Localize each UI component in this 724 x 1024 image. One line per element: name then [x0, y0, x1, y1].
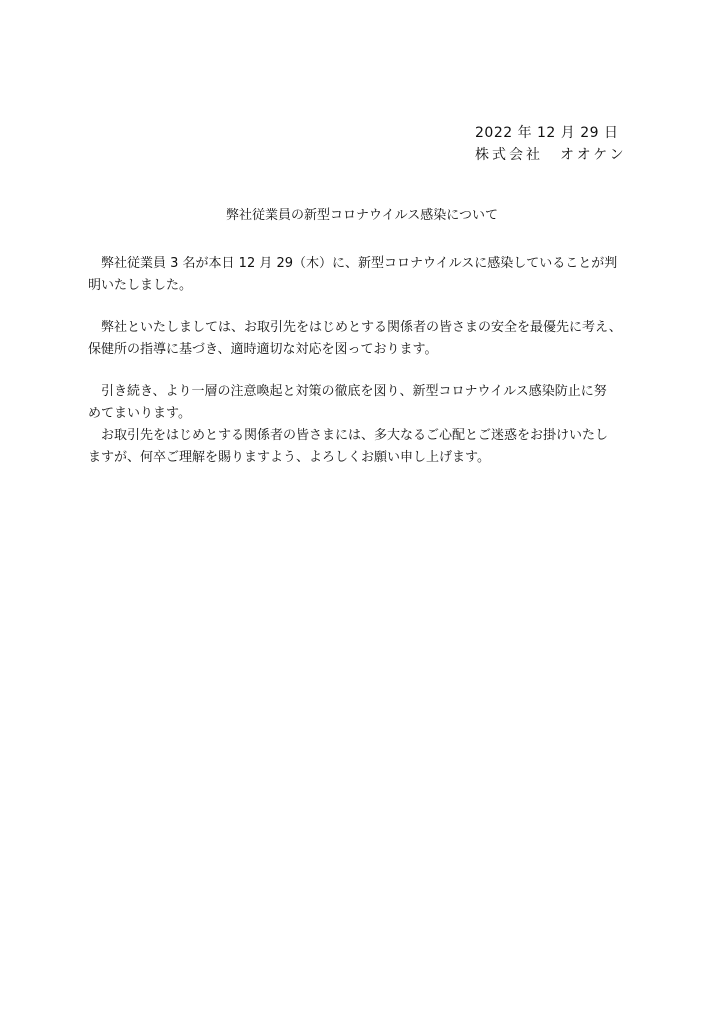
paragraph-gap [88, 361, 648, 381]
company-name: 株式会社 オオケン [475, 147, 627, 163]
paragraph-2-line-2: 保健所の指導に基づき、適時適切な対応を図っております。 [88, 342, 438, 357]
paragraph-3-line-1: 引き続き、より一層の注意喚起と対策の徹底を図り、新型コロナウイルス感染防止に努 [88, 384, 607, 399]
paragraph-3-line-2: めてまいります。 [88, 406, 191, 421]
paragraph-1-line-2: 明いたしました。 [88, 278, 193, 293]
paragraph-4-line-1: お取引先をはじめとする関係者の皆さまには、多大なるご心配とご迷惑をお掛けいたし [88, 428, 609, 443]
paragraph-gap [88, 297, 648, 317]
letter-header [475, 122, 695, 166]
issue-date: 2022 年 12 月 29 日 [475, 125, 619, 141]
document-title: 弊社従業員の新型コロナウイルス感染について [226, 208, 498, 223]
paragraph-4-line-2: ますが、何卒ご理解を賜りますよう、よろしくお願い申し上げます。 [88, 450, 490, 465]
document-body [88, 253, 648, 469]
paragraph-2-line-1: 弊社といたしましては、お取引先をはじめとする関係者の皆さまの安全を最優先に考え、 [88, 320, 622, 335]
paragraph-1-line-1: 弊社従業員 3 名が本日 12 月 29（木）に、新型コロナウイルスに感染していることが判 [88, 256, 618, 271]
